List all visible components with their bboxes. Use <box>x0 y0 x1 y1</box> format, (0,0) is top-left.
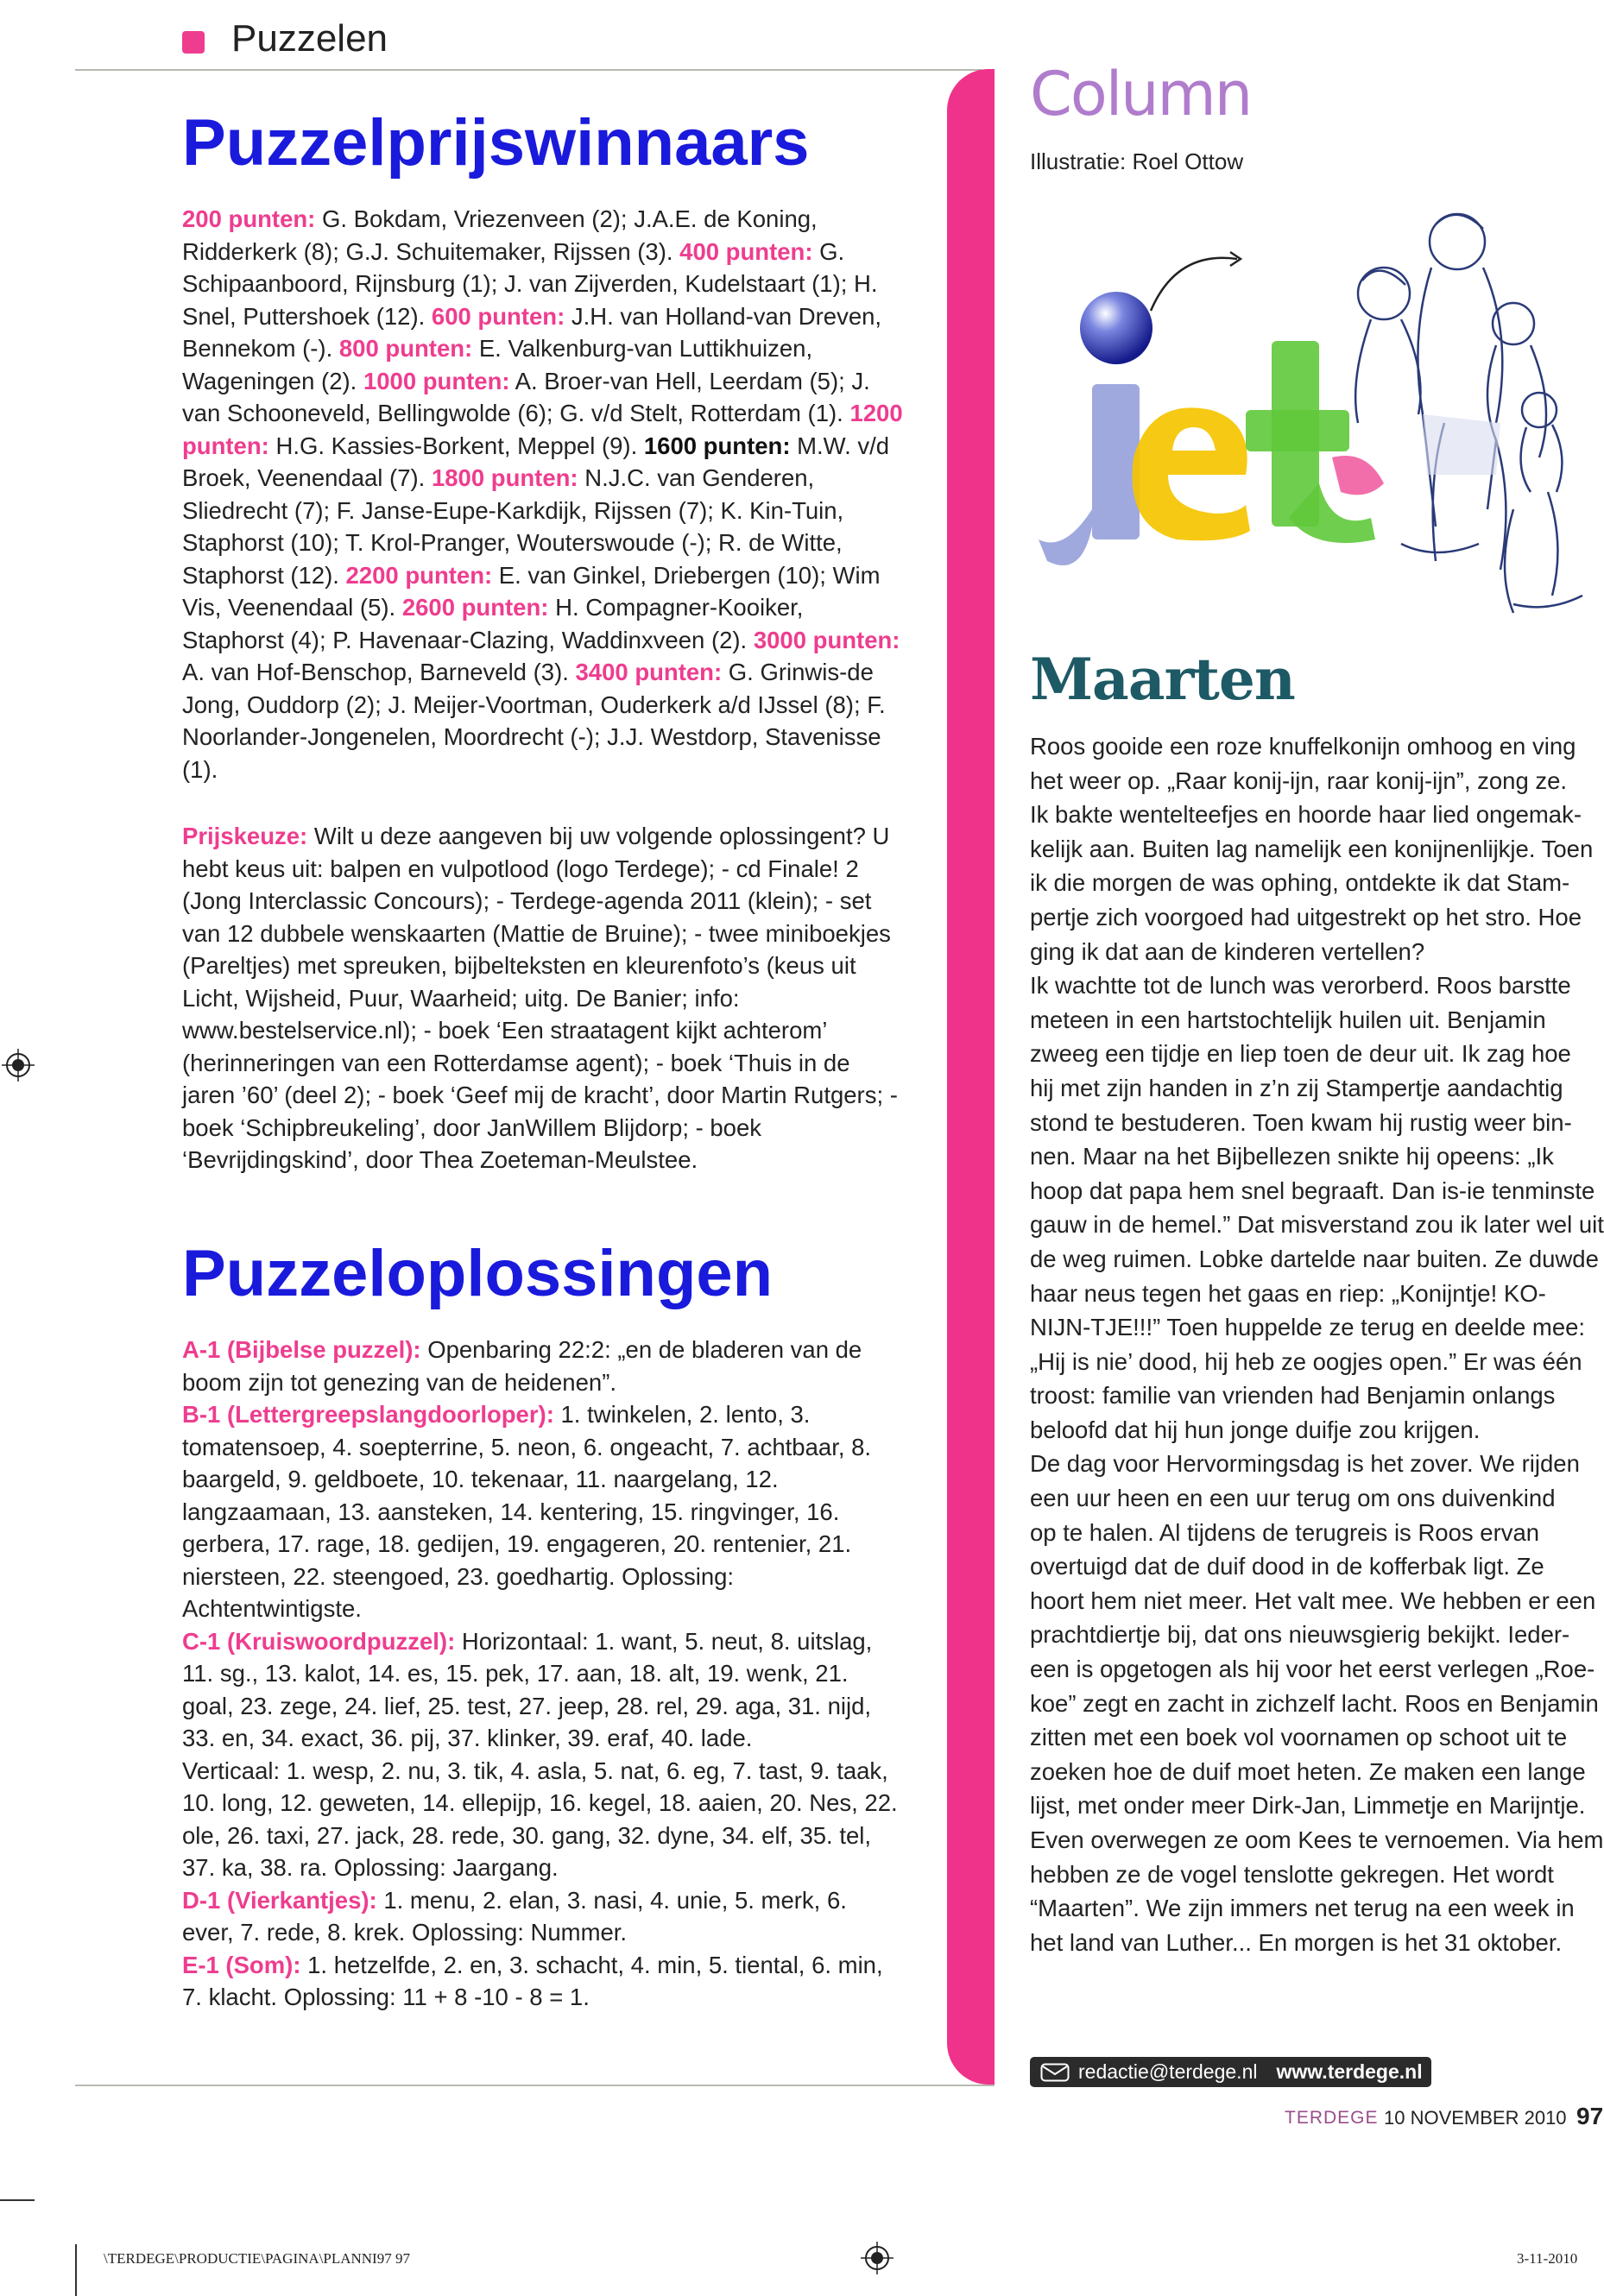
points-label: 1200 punten: <box>182 400 903 459</box>
winner-names: A. Broer-van Hell, Leerdam (5); J. van Schooneveld, Bellingwolde (6); G. v/d Stelt, Rotterdam (1). <box>182 367 870 426</box>
contact-website[interactable]: www.terdege.nl <box>1276 2060 1423 2083</box>
points-label: 3000 punten: <box>753 626 900 653</box>
prize-label: Prijskeuze: <box>182 823 308 849</box>
points-label: 1000 punten: <box>363 367 510 394</box>
story-line: zweeg een tijdje en liep toen de deur uit. Ik zag hoe <box>1030 1040 1571 1068</box>
winner-names: G. Grinwis-de Jong, Ouddorp (2); J. Meijer-Voortman, Ouderkerk a/d IJssel (8); F. Noorlander-Jongenelen, Moordrecht (-); J.J. Westdorp, Stavenisse (1). <box>182 659 886 783</box>
winner-names: G. Schipaanboord, Rijnsburg (1); J. van Zijverden, Kudelstaart (1); H. Snel, Puttershoek (12). <box>182 237 878 330</box>
solution-item <box>182 1949 903 2014</box>
solution-item <box>182 1334 903 1398</box>
winners-list <box>182 203 903 785</box>
toss-arc <box>1151 258 1237 311</box>
prize-text: Wilt u deze aangeven bij uw volgende oplossingent? U hebt keus uit: balpen en vulpotlood (logo Terdege); - cd Finale! 2 (Jong Interclassic Concours); - Terdege-agenda 2011 (klein); - set van 12 dubbele wenskaarten (Mattie de Bruine); - twee miniboekjes (Pareltjes) met spreuken, bijbelteksten en kleurenfoto’s (keus uit Licht, Wijsheid, Puur, Waarheid; uitg. De Banier; info: www.bestelservice.nl); - boek ‘Een straatagent kijkt achterom’ (herinneringen van een Rotterdamse agent); - boek ‘Thuis in de jaren ’60’ (deel 2); - boek ‘Geef mij de kracht’, door Martin Rutgers; - boek ‘Schipbreukeling’, door JanWillem Blijdorp; - boek ‘Bevrijdingskind’, door Thea Zoeteman-Meulstee. <box>182 823 898 1173</box>
print-date: 3-11-2010 <box>1517 2250 1578 2267</box>
story-line: nen. Maar na het Bijbellezen snikte hij opeens: „Ik <box>1030 1143 1554 1170</box>
registration-mark-icon <box>861 2242 894 2274</box>
logo-letter-j <box>1092 384 1140 539</box>
story-line: beloofd dat hij hun jonge duifje zou krijgen. <box>1030 1416 1481 1443</box>
ball-icon <box>1080 292 1152 364</box>
story-line: overtuigd dat de duif dood in de kofferbak ligt. Ze <box>1030 1553 1544 1580</box>
story-line: het land van Luther... En morgen is het 31 oktober. <box>1030 1928 1563 1956</box>
story-line: hebben ze de vogel tenslotte gekregen. Het wordt <box>1030 1860 1554 1888</box>
story-line: troost: familie van vrienden had Benjamin onlangs <box>1030 1382 1556 1410</box>
story-line: „Hij is nie’ dood, hij heb ze oogjes open.” Er was één <box>1030 1347 1582 1375</box>
jet-illustration <box>1030 199 1593 665</box>
story-line: pertje zich voorgoed had uitgestrekt op het stro. Hoe <box>1030 903 1582 930</box>
points-label: 3400 punten: <box>575 659 723 685</box>
winner-names: M.W. v/d Broek, Veenendaal (7). <box>182 432 890 491</box>
page-number: 97 <box>1576 2103 1604 2129</box>
solution-label: A-1 (Bijbelse puzzel): <box>182 1336 421 1363</box>
section-marker <box>182 31 205 54</box>
story-line: ging ik dat aan de kinderen vertellen? <box>1030 937 1425 965</box>
solutions-list <box>182 1334 903 2014</box>
story-body <box>1030 729 1604 1959</box>
story-line: de weg ruimen. Lobke dartelde naar buiten. Ze duwde <box>1030 1245 1599 1272</box>
story-line: zitten met een boek vol voornamen op schoot uit te <box>1030 1724 1568 1751</box>
story-line: “Maarten”. We zijn immers net terug na een week in <box>1030 1895 1575 1922</box>
winner-names: H.G. Kassies-Borkent, Meppel (9). <box>268 432 644 459</box>
solution-item <box>182 1398 903 1625</box>
story-line: prachtdiertje bij, dat ons nieuwsgierig bekijkt. Ieder- <box>1030 1621 1570 1649</box>
story-line: het weer op. „Raar konij-ijn, raar konij-ijn”, zong ze. <box>1030 766 1568 794</box>
points-label: 1800 punten: <box>431 464 578 491</box>
story-line: hij met zijn handen in z’n zij Stampertje aandachtig <box>1030 1074 1563 1101</box>
points-label: 400 punten: <box>679 237 813 265</box>
points-label: 2600 punten: <box>401 594 549 621</box>
story-line: De dag voor Hervormingsdag is het zover. We rijden <box>1030 1450 1580 1478</box>
column-title: Column <box>1030 59 1252 129</box>
points-label: 2200 punten: <box>345 561 493 589</box>
envelope-icon <box>1040 2063 1070 2082</box>
story-line: Even overwegen ze oom Kees te vernoemen. Via hem <box>1030 1826 1604 1853</box>
story-line: een uur heen en een uur terug om ons duivenkind <box>1030 1485 1556 1512</box>
story-line: gauw in de hemel.” Dat misverstand zou ik later wel uit <box>1030 1211 1604 1239</box>
winner-names: H. Compagner-Kooiker, Staphorst (4); P. Havenaar-Clazing, Waddinxveen (2). <box>182 594 804 653</box>
story-line: kelijk aan. Buiten lag namelijk een konijnenlijkje. Toen <box>1030 835 1594 862</box>
winner-names: E. van Ginkel, Driebergen (10); Wim Vis, Veenendaal (5). <box>182 561 881 621</box>
points-label: 1600 punten: <box>643 432 791 459</box>
contact-bar <box>1030 2057 1431 2087</box>
winner-names: E. Valkenburg-van Luttikhuizen, Wageningen (2). <box>182 335 813 394</box>
solution-text: Openbaring 22:2: „en de bladeren van de boom zijn tot genezing van de heidenen”. <box>182 1336 862 1396</box>
solution-item <box>182 1625 903 1755</box>
story-line: stond te bestuderen. Toen kwam hij rustig weer bin- <box>1030 1108 1572 1136</box>
story-line: Ik wachtte tot de lunch was verorberd. Roos barstte <box>1030 972 1571 1000</box>
story-line: een is opgetogen als hij voor het eerst verlegen „Roe- <box>1030 1656 1595 1683</box>
prize-choice <box>182 820 903 1176</box>
print-slug: \TERDEGE\PRODUCTIE\PAGINA\PLANNI97 97 <box>104 2250 410 2267</box>
illustration-credit: Illustratie: Roel Ottow <box>1030 148 1244 174</box>
solution-label: B-1 (Lettergreepslangdoorloper): <box>182 1401 554 1428</box>
story-line: hoort hem niet meer. Het valt mee. We hebben er een <box>1030 1586 1596 1614</box>
solution-text: 1. hetzelfde, 2. en, 3. schacht, 4. min, 5. tiental, 6. min, 7. klacht. Oplossing: 11 + 8 -10 - 8 = 1. <box>182 1951 883 2010</box>
points-label: 200 punten: <box>182 205 316 232</box>
solution-label: D-1 (Vierkantjes): <box>182 1886 377 1914</box>
story-line: ik die morgen de was ophing, ontdekte ik dat Stam- <box>1030 869 1570 897</box>
points-label: 600 punten: <box>431 302 565 330</box>
crop-mark <box>0 2199 35 2201</box>
winners-heading: Puzzelprijswinnaars <box>182 106 810 180</box>
solution-text: 1. menu, 2. elan, 3. nasi, 4. unie, 5. merk, 6. ever, 7. rede, 8. krek. Oplossing: Nummer. <box>182 1886 847 1946</box>
contact-email[interactable]: redactie@terdege.nl <box>1078 2060 1258 2083</box>
solutions-heading: Puzzeloplossingen <box>182 1237 774 1310</box>
solution-item <box>182 1884 903 1949</box>
winner-names: N.J.C. van Genderen, Sliedrecht (7); F. Janse-Eupe-Karkdijk, Rijssen (7); K. Kin-Tuin, Staphorst (10); T. Krol-Pranger, Wouterswoude (-); R. de Witte, Staphorst (12). <box>182 464 844 589</box>
story-line: Roos gooide een roze knuffelkonijn omhoog en ving <box>1030 733 1576 760</box>
winner-names: A. van Hof-Benschop, Barneveld (3). <box>182 659 576 685</box>
points-label: 800 punten: <box>338 335 473 362</box>
story-line: koe” zegt en zacht in zichzelf lacht. Roos en Benjamin <box>1030 1689 1599 1717</box>
story-line: hoop dat papa hem snel begraaft. Dan is-ie tenminste <box>1030 1176 1595 1204</box>
family-sketch <box>1355 214 1582 613</box>
footer-date: 10 NOVEMBER 2010 <box>1384 2107 1567 2129</box>
footer-brand: TERDEGE <box>1285 2108 1379 2128</box>
solution-item-extra: Verticaal: 1. wesp, 2. nu, 3. tik, 4. asla, 5. nat, 6. eg, 7. tast, 9. taak, 10. long, 12. geweten, 14. ellepijp, 16. kegel, 18. aaien, 20. Nes, 22. ole, 26. taxi, 27. jack, 28. rede, 30. gang, 32. dyne, 34. elf, 35. tel, 37. ka, 38. ra. Oplossing: Jaargang. <box>182 1757 898 1881</box>
section-title: Puzzelen <box>231 17 388 60</box>
solution-text: Horizontaal: 1. want, 5. neut, 8. uitslag, 11. sg., 13. kalot, 14. es, 15. pek, 17. aan, 18. alt, 19. wenk, 21. goal, 23. zege, 24. lief, 25. test, 27. jeep, 28. rel, 29. aga, 31. nijd, 33. en, 34. exact, 36. pij, 37. klinker, 39. eraf, 40. lade. <box>182 1627 873 1751</box>
story-line: NIJN-TJE!!!” Toen huppelde ze terug en deelde mee: <box>1030 1314 1586 1341</box>
winner-names: G. Bokdam, Vriezenveen (2); J.A.E. de Koning, Ridderkerk (8); G.J. Schuitemaker, Rijssen (3). <box>182 205 818 265</box>
footer-divider <box>75 2085 995 2086</box>
registration-mark-icon <box>2 1049 35 1082</box>
winner-names: J.H. van Holland-van Dreven, Bennekom (-). <box>182 302 882 362</box>
story-line: op te halen. Al tijdens de terugreis is Roos ervan <box>1030 1518 1540 1546</box>
story-title: Maarten <box>1030 646 1295 713</box>
story-line: meteen in een hartstochtelijk huilen uit. Benjamin <box>1030 1006 1546 1033</box>
story-line: haar neus tegen het gaas en riep: „Konijntje! KO- <box>1030 1279 1546 1307</box>
story-line: zoeken hoe de duif moet heten. Ze maken een lange <box>1030 1757 1586 1785</box>
story-line: Ik bakte wentelteefjes en hoorde haar lied ongemak- <box>1030 801 1582 829</box>
column-divider-bar <box>947 69 995 2085</box>
story-line: lijst, met onder meer Dirk-Jan, Limmetje en Marijntje. <box>1030 1792 1586 1820</box>
crop-mark <box>75 2244 77 2296</box>
solution-label: E-1 (Som): <box>182 1951 301 1978</box>
solution-text: 1. twinkelen, 2. lento, 3. tomatensoep, 4. soepterrine, 5. neon, 6. ongeacht, 7. achtbaar, 8. baargeld, 9. geldboete, 10. tekenaar, 11. naargelang, 12. langzaamaan, 13. aansteken, 14. kentering, 15. ringvinger, 16. gerbera, 17. rage, 18. gedijen, 19. engageren, 20. rentenier, 21. niersteen, 22. steengoed, 23. goedhartig. Oplossing: Achtentwintigste. <box>182 1401 872 1622</box>
header-divider <box>75 69 982 71</box>
solution-label: C-1 (Kruiswoordpuzzel): <box>182 1627 456 1655</box>
